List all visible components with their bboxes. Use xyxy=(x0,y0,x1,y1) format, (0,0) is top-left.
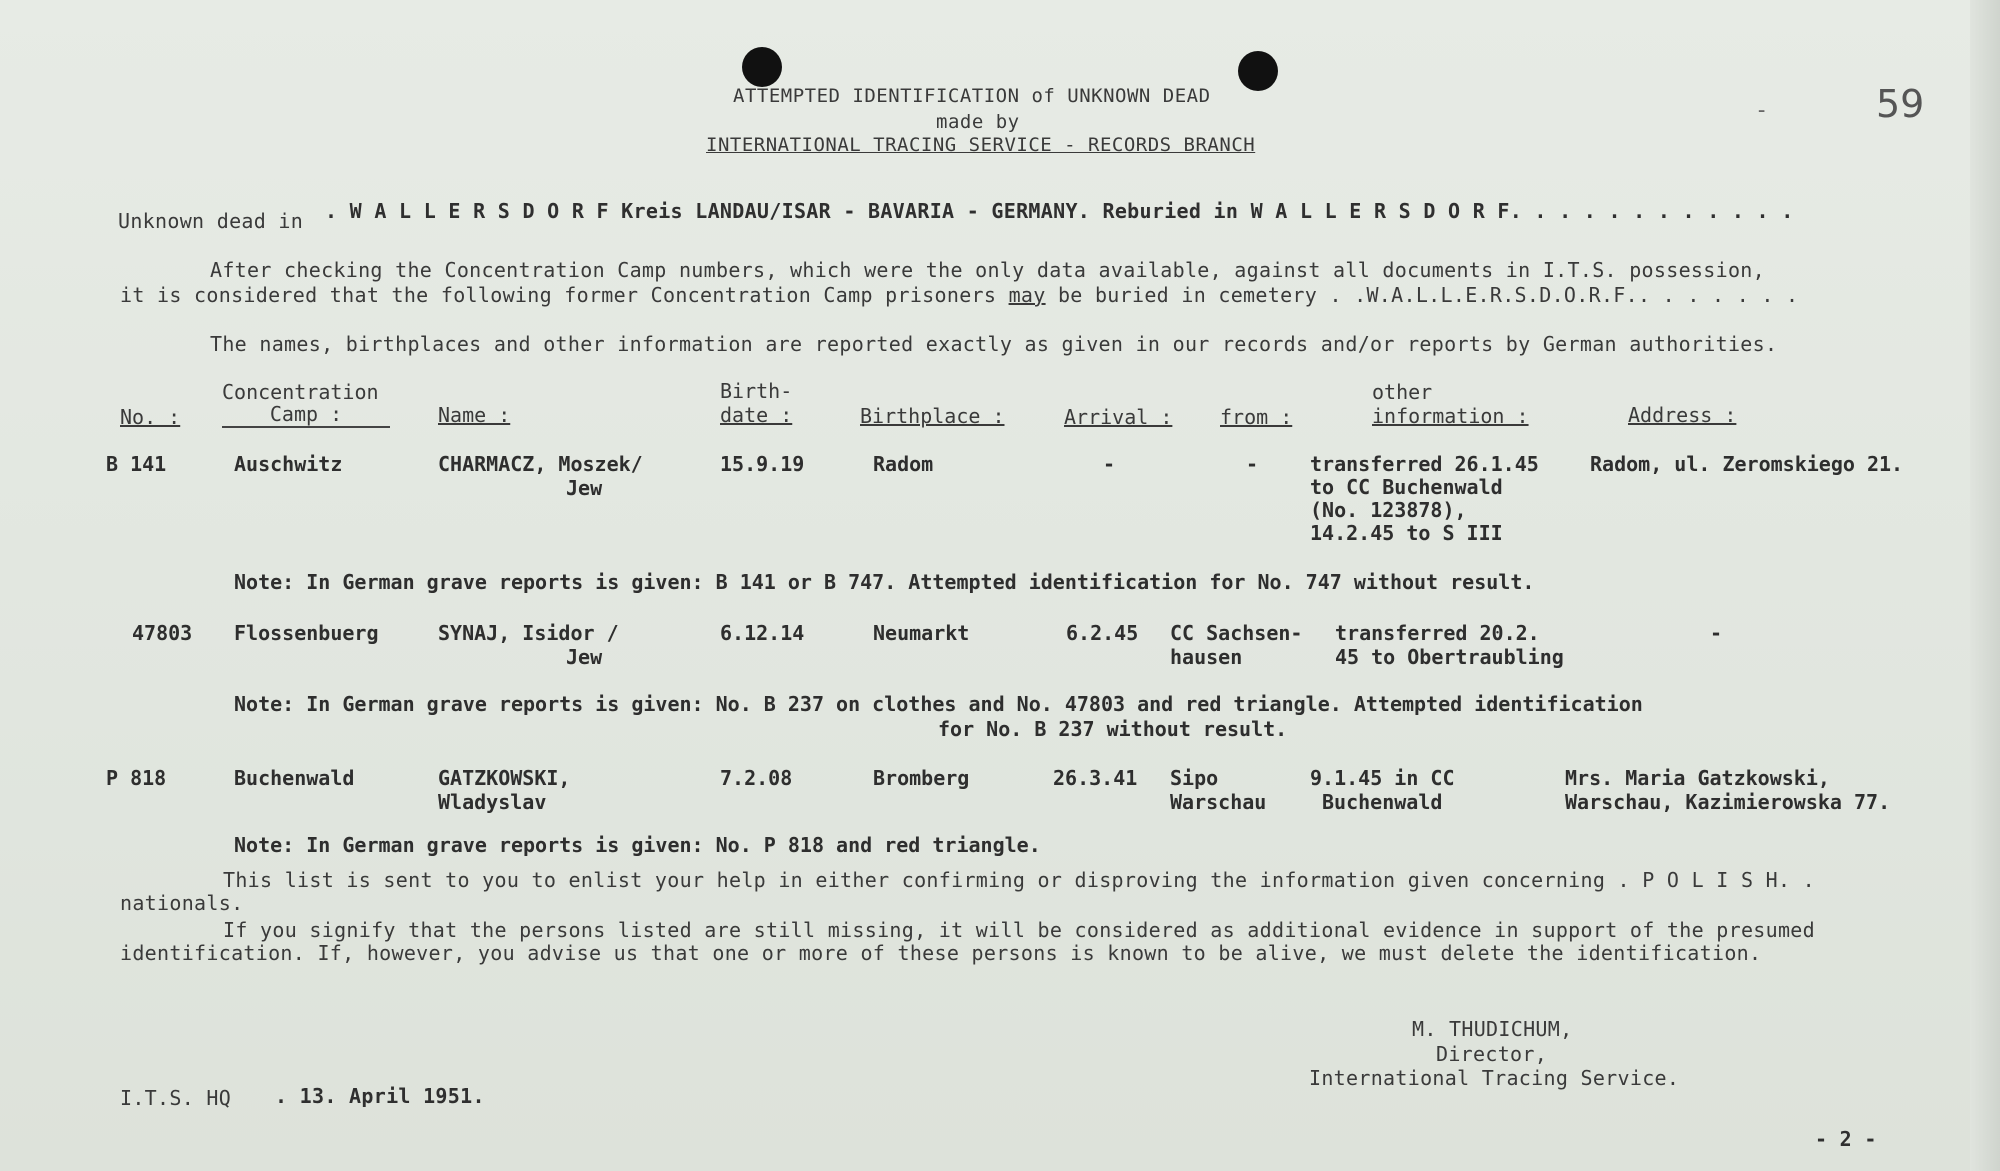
col-camp-bottom: Camp : xyxy=(222,402,390,428)
record-3-address-line-2: Warschau, Kazimierowska 77. xyxy=(1565,790,1891,814)
col-name: Name : xyxy=(438,403,511,427)
document-title: ATTEMPTED IDENTIFICATION of UNKNOWN DEAD xyxy=(733,85,1211,107)
intro-paragraph-line-2 xyxy=(120,283,1798,307)
record-2-birthplace: Neumarkt xyxy=(873,621,970,645)
signature-title: Director, xyxy=(1436,1042,1548,1066)
record-1-note: Note: In German grave reports is given: B 141 or B 747. Attempted identification for No. 747 without result. xyxy=(234,570,1535,594)
punch-hole-right xyxy=(1238,51,1278,91)
record-2-name-line-1: SYNAJ, Isidor / xyxy=(438,621,619,645)
closing-paragraph-2-line-1: If you signify that the persons listed are still missing, it will be considered as additional evidence in support of the presumed xyxy=(223,918,1815,942)
record-1-arrival: - xyxy=(1103,452,1116,476)
footer-date: . 13. April 1951. xyxy=(275,1084,485,1108)
closing-paragraph-1-line-1: This list is sent to you to enlist your help in either confirming or disproving the information given concerning . P O L I S H. . xyxy=(223,868,1815,892)
reference-number: 59 xyxy=(1876,82,1925,126)
record-2-from-line-2: hausen xyxy=(1170,645,1243,669)
col-address: Address : xyxy=(1628,403,1737,427)
record-2-birthdate: 6.12.14 xyxy=(720,621,805,645)
record-1-other-line-4: 14.2.45 to S III xyxy=(1310,521,1503,545)
record-3-from-line-2: Warschau xyxy=(1170,790,1267,814)
record-2-name-line-2: Jew xyxy=(566,645,603,669)
record-1-other-line-3: (No. 123878), xyxy=(1310,498,1467,522)
record-3-note: Note: In German grave reports is given: No. P 818 and red triangle. xyxy=(234,833,1041,857)
record-1-other-line-2: to CC Buchenwald xyxy=(1310,475,1503,499)
col-no: No. : xyxy=(120,405,181,429)
record-1-camp: Auschwitz xyxy=(234,452,343,476)
record-1-other-line-1: transferred 26.1.45 xyxy=(1310,452,1539,476)
col-other-bottom: information : xyxy=(1372,404,1529,428)
punch-hole-left xyxy=(742,47,782,87)
record-3-other-line-1: 9.1.45 in CC xyxy=(1310,766,1455,790)
record-1-from: - xyxy=(1246,452,1259,476)
record-1-no: B 141 xyxy=(106,452,167,476)
record-1-birthdate: 15.9.19 xyxy=(720,452,805,476)
record-2-no: 47803 xyxy=(132,621,193,645)
record-2-address: - xyxy=(1710,621,1723,645)
page-edge xyxy=(1970,0,2000,1171)
intro-text-a: it is considered that the following former Concentration Camp prisoners xyxy=(120,283,997,307)
made-by-line: made by xyxy=(936,111,1020,133)
col-birthplace: Birthplace : xyxy=(860,404,1005,428)
record-3-address-line-1: Mrs. Maria Gatzkowski, xyxy=(1565,766,1830,790)
record-1-birthplace: Radom xyxy=(873,452,934,476)
record-1-name-line-1: CHARMACZ, Moszek/ xyxy=(438,452,643,476)
record-3-camp: Buchenwald xyxy=(234,766,355,790)
intro-paragraph-2: The names, birthplaces and other information are reported exactly as given in our records and/or reports by German authorities. xyxy=(210,332,1778,356)
signature-name: M. THUDICHUM, xyxy=(1412,1017,1573,1041)
col-other-top: other xyxy=(1372,380,1433,404)
closing-paragraph-2-line-2: identification. If, however, you advise us that one or more of these persons is known to be alive, we must delete the identification. xyxy=(120,941,1762,965)
closing-paragraph-1-line-2: nationals. xyxy=(120,891,244,915)
record-2-camp: Flossenbuerg xyxy=(234,621,379,645)
record-2-note-line-2: for No. B 237 without result. xyxy=(938,717,1288,741)
record-3-other-line-2: Buchenwald xyxy=(1322,790,1443,814)
record-3-birthplace: Bromberg xyxy=(873,766,970,790)
col-birthdate-bottom: date : xyxy=(720,403,793,427)
record-1-address: Radom, ul. Zeromskiego 21. xyxy=(1590,452,1904,476)
record-2-other-line-2: 45 to Obertraubling xyxy=(1335,645,1564,669)
record-2-arrival: 6.2.45 xyxy=(1066,621,1139,645)
col-birthdate-top: Birth- xyxy=(720,379,793,403)
record-3-no: P 818 xyxy=(106,766,167,790)
record-2-from-line-1: CC Sachsen- xyxy=(1170,621,1303,645)
intro-text-b: be buried in cemetery . .W.A.L.L.E.R.S.D.O.R.F.. . . . . . . xyxy=(1057,283,1799,307)
col-camp-top: Concentration xyxy=(222,380,379,404)
record-3-name-line-2: Wladyslav xyxy=(438,790,547,814)
footer-location: I.T.S. HQ xyxy=(120,1086,232,1110)
col-arrival: Arrival : xyxy=(1064,405,1173,429)
unknown-dead-label: Unknown dead in xyxy=(118,209,304,233)
unknown-dead-place: . W A L L E R S D O R F Kreis LANDAU/ISAR - BAVARIA - GERMANY. Reburied in W A L L E R S D O R F. . . . . . . . . . . . xyxy=(325,199,1794,223)
record-3-arrival: 26.3.41 xyxy=(1053,766,1138,790)
organization-line: INTERNATIONAL TRACING SERVICE - RECORDS BRANCH xyxy=(706,134,1256,156)
record-3-birthdate: 7.2.08 xyxy=(720,766,793,790)
signature-organization: International Tracing Service. xyxy=(1309,1066,1680,1090)
page-number: - 2 - xyxy=(1815,1127,1877,1151)
intro-may-underlined: may xyxy=(1008,283,1046,307)
intro-paragraph-line-1: After checking the Concentration Camp numbers, which were the only data available, against all documents in I.T.S. possession, xyxy=(210,258,1765,282)
record-1-name-line-2: Jew xyxy=(566,476,603,500)
record-3-name-line-1: GATZKOWSKI, xyxy=(438,766,571,790)
record-2-note-line-1: Note: In German grave reports is given: No. B 237 on clothes and No. 47803 and red triangle. Attempted identification xyxy=(234,692,1643,716)
record-3-from-line-1: Sipo xyxy=(1170,766,1219,790)
reference-dash: - xyxy=(1755,98,1769,123)
col-from: from : xyxy=(1220,405,1293,429)
record-2-other-line-1: transferred 20.2. xyxy=(1335,621,1540,645)
